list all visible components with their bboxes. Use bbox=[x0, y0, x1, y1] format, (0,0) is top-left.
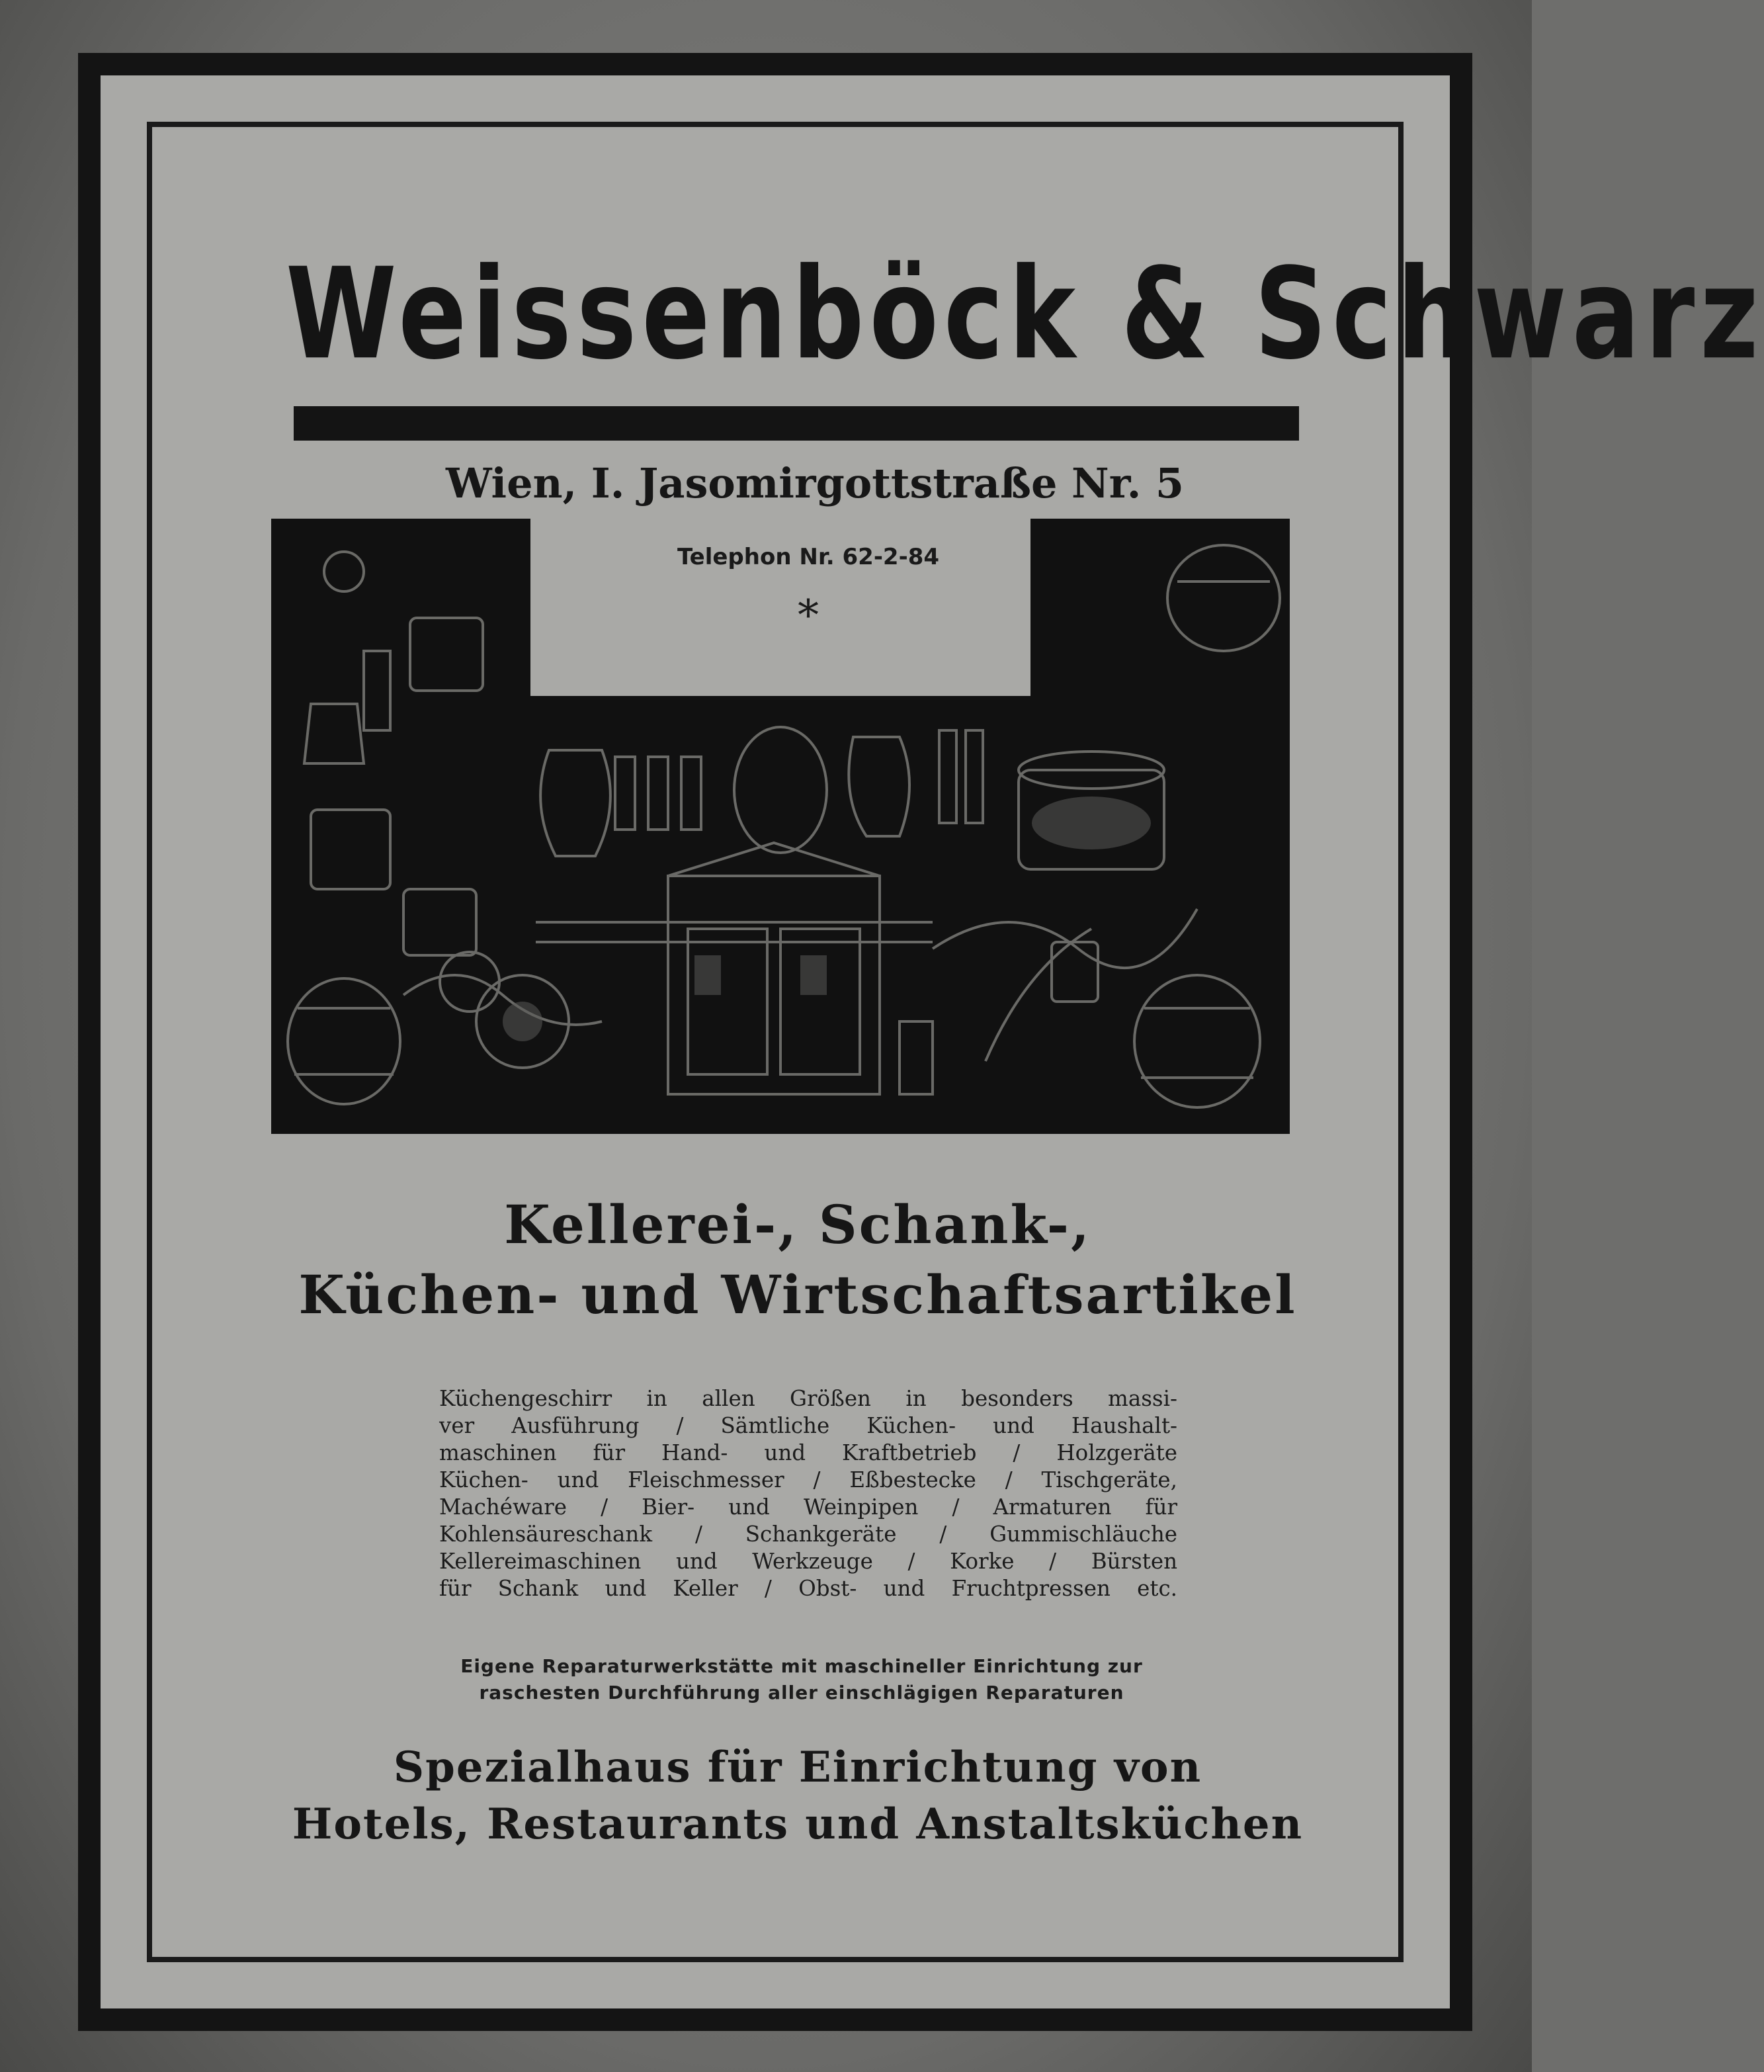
description-line: ver Ausführung / Sämtliche Küchen- und Haushalt- bbox=[439, 1413, 1177, 1438]
description-line: Küchengeschirr in allen Größen in besonders massi- bbox=[439, 1386, 1177, 1411]
specialty-line-2: Hotels, Restaurants und Anstaltsküchen bbox=[292, 1799, 1304, 1849]
telephone-number: Telephon Nr. 62-2-84 bbox=[677, 544, 940, 570]
description-line: für Schank und Keller / Obst- und Fruchtpressen etc. bbox=[439, 1576, 1177, 1601]
company-name: Weissenböck & Schwarz bbox=[286, 241, 1764, 388]
repair-note-line-2: raschesten Durchführung aller einschlägigen Reparaturen bbox=[479, 1682, 1124, 1704]
repair-note-line-1: Eigene Reparaturwerkstätte mit maschineller Einrichtung zur bbox=[460, 1655, 1143, 1677]
headline-line-2: Küchen- und Wirtschaftsartikel bbox=[298, 1264, 1297, 1326]
specialty-line-1: Spezialhaus für Einrichtung von bbox=[393, 1743, 1202, 1792]
description-line: Machéware / Bier- und Weinpipen / Armaturen für bbox=[439, 1494, 1177, 1520]
description-line: Kellereimaschinen und Werkzeuge / Korke / Bürsten bbox=[439, 1549, 1177, 1574]
description-line: Küchen- und Fleischmesser / Eßbestecke / Tischgeräte, bbox=[439, 1467, 1177, 1492]
product-description bbox=[439, 1385, 1177, 1602]
description-line: maschinen für Hand- und Kraftbetrieb / Holzgeräte bbox=[439, 1440, 1177, 1465]
star-ornament: * bbox=[798, 591, 819, 640]
headline-line-1: Kellerei-, Schank-, bbox=[504, 1193, 1091, 1256]
advertisement-page bbox=[78, 53, 1764, 2031]
title-underline bbox=[294, 406, 1299, 441]
description-line: Kohlensäureschank / Schankgeräte / Gummischläuche bbox=[439, 1522, 1177, 1547]
address: Wien, I. Jasomirgottstraße Nr. 5 bbox=[446, 459, 1184, 507]
